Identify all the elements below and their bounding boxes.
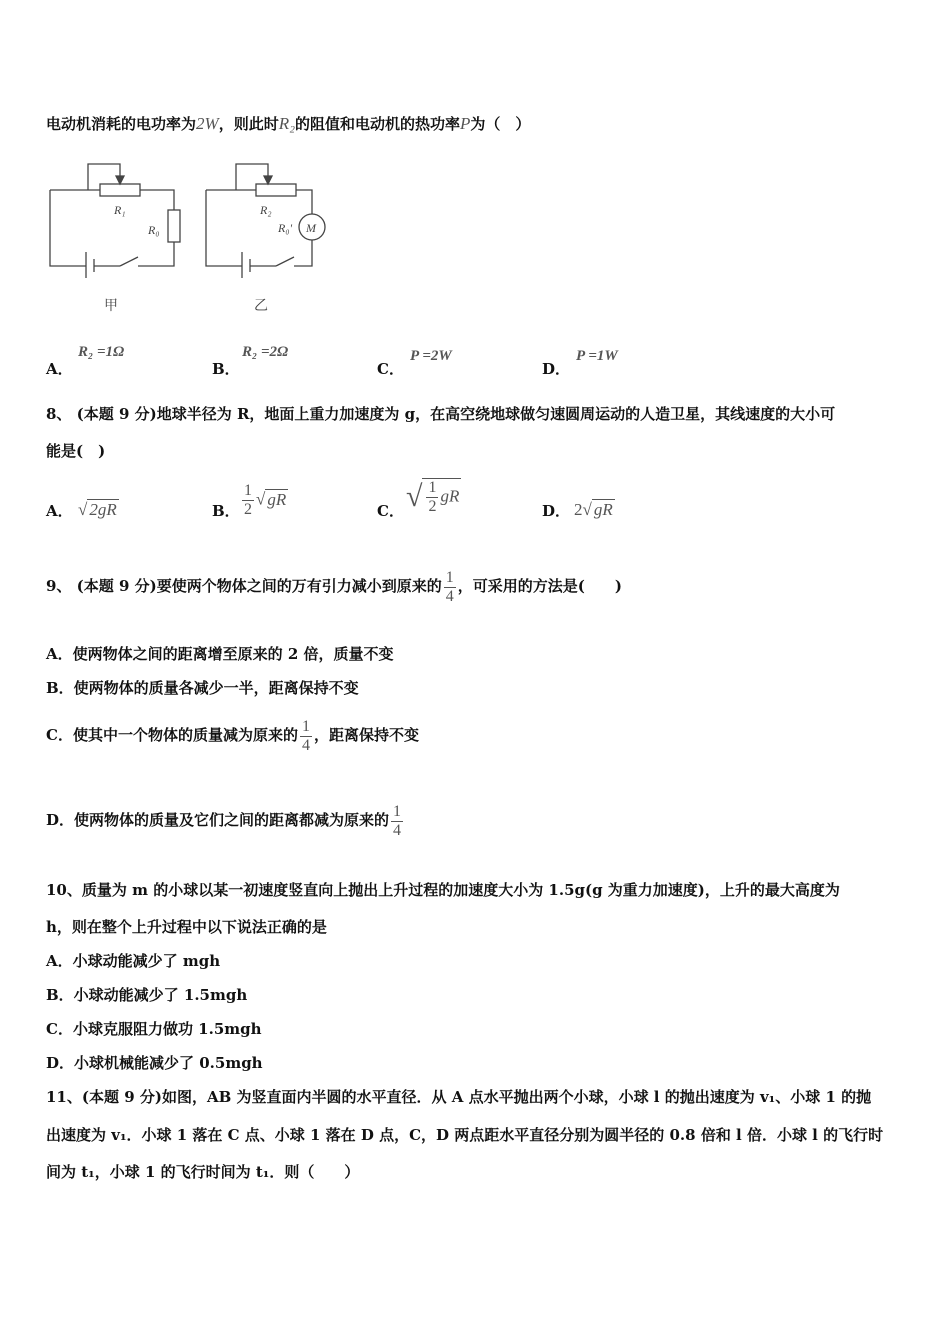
q7-stem-part-a: 电动机消耗的电功率为 xyxy=(46,115,197,133)
option-label: D． xyxy=(542,360,571,378)
coefficient: 2 xyxy=(574,500,583,519)
diagram-r0prime-label: R₀' xyxy=(278,221,293,235)
fraction xyxy=(426,479,438,516)
fraction xyxy=(242,482,254,519)
q11-stem-line1: 11、(本题 9 分)如图，AB 为竖直面内半圆的水平直径．从 A 点水平抛出两个小球，小球 l 的抛出速度为 v₁、小球 1 的抛 xyxy=(46,1088,872,1106)
frac-num: 1 xyxy=(244,482,252,499)
frac-den: 2 xyxy=(244,501,252,518)
q7-option-b[interactable] xyxy=(212,358,240,379)
fraction xyxy=(391,803,403,840)
q10-stem-line2: h，则在整个上升过程中以下说法正确的是 xyxy=(46,918,327,936)
q7-p: P xyxy=(460,114,471,133)
option-label: C． xyxy=(377,502,404,520)
q7-options xyxy=(46,342,906,382)
radicand: gR xyxy=(267,489,287,509)
frac-den: 4 xyxy=(393,821,402,839)
motor-icon: M xyxy=(306,221,316,235)
q8-option-a[interactable] xyxy=(46,500,73,521)
q9-stem-part-b: ，可采用的方法是( ) xyxy=(457,577,622,595)
q7-r2: R₂ xyxy=(278,114,295,133)
diagram-r0-label: R₀ xyxy=(148,223,160,237)
diagram-r1-label: R₁ xyxy=(114,203,126,217)
q7-option-a[interactable] xyxy=(46,358,73,379)
q7-stem-part-d: 为（ ） xyxy=(470,115,531,133)
diagram-caption-right: 乙 xyxy=(254,299,268,314)
q9-option-d-text: D．使两物体的质量及它们之间的距离都减为原来的 xyxy=(46,811,390,829)
q10-stem-line1: 10、质量为 m 的小球以某一初速度竖直向上抛出上升过程的加速度大小为 1.5g(g 为重力加速度)，上升的最大高度为 xyxy=(46,881,840,899)
q7-option-c[interactable] xyxy=(377,358,404,379)
q8-option-c[interactable] xyxy=(377,500,404,521)
q7-stem xyxy=(46,114,530,134)
q9-stem xyxy=(46,566,622,606)
q7-option-d[interactable] xyxy=(542,358,570,379)
q9-option-a[interactable]: A．使两物体之间的距离增至原来的 2 倍，质量不变 xyxy=(46,645,394,663)
option-label: A． xyxy=(46,360,73,378)
q9-option-d[interactable] xyxy=(46,800,405,840)
option-label: C． xyxy=(377,360,404,378)
q7-option-c-value: P =2W xyxy=(410,348,452,364)
q8-stem-line1: 8、 (本题 9 分)地球半径为 R，地面上重力加速度为 g，在高空绕地球做匀速圆周运动的人造卫星，其线速度的大小可 xyxy=(46,405,836,423)
q9-stem-part-a: 9、 (本题 9 分)要使两个物体之间的万有引力减小到原来的 xyxy=(46,577,442,595)
diagram-caption-left: 甲 xyxy=(104,299,118,314)
q7-option-b-value: R₂ =2Ω xyxy=(242,344,289,360)
q10-option-c[interactable]: C．小球克服阻力做功 1.5mgh xyxy=(46,1020,262,1038)
diagram-r2-label: R₂ xyxy=(260,203,272,217)
q7-stem-part-c: 的阻值和电动机的热功率 xyxy=(295,115,461,133)
q11-stem-line3: 间为 t₁，小球 1 的飞行时间为 t₁．则（ ） xyxy=(46,1163,360,1181)
q8-option-c-value: √ $\frac{1}{2}$ gR xyxy=(406,479,460,515)
q9-option-b[interactable]: B．使两物体的质量各减少一半，距离保持不变 xyxy=(46,679,359,697)
q8-option-d[interactable] xyxy=(542,500,570,521)
fraction xyxy=(300,718,312,755)
radicand: gR xyxy=(593,500,613,519)
q7-option-a-value: R₂ =1Ω xyxy=(78,344,125,360)
q8-option-a-value: √ 2gR xyxy=(78,500,117,519)
q10-option-a[interactable]: A．小球动能减少了 mgh xyxy=(46,952,221,970)
q8-stem-line2: 能是( ) xyxy=(46,442,106,460)
q7-power: 2W xyxy=(196,114,219,133)
frac-den: 4 xyxy=(301,736,310,754)
option-label: D． xyxy=(542,502,571,520)
frac-num: 1 xyxy=(301,717,310,735)
q7-option-d-value: P =1W xyxy=(576,348,618,364)
option-label: A． xyxy=(46,502,73,520)
q9-option-c-part-b: ，距离保持不变 xyxy=(313,726,419,744)
q8-option-d-value: 2√ gR xyxy=(574,500,613,519)
frac-num: 1 xyxy=(445,568,454,586)
q10-option-b[interactable]: B．小球动能减少了 1.5mgh xyxy=(46,986,248,1004)
frac-num: 1 xyxy=(428,479,437,496)
option-label: B． xyxy=(212,360,240,378)
fraction xyxy=(444,569,456,606)
q8-option-b[interactable] xyxy=(212,500,240,521)
frac-den: 2 xyxy=(428,498,437,515)
q10-option-d[interactable]: D．小球机械能减少了 0.5mgh xyxy=(46,1054,263,1072)
q11-stem-line2: 出速度为 v₁．小球 1 落在 C 点、小球 1 落在 D 点，C，D 两点距水平直径分别为圆半径的 0.8 倍和 l 倍．小球 l 的飞行时 xyxy=(46,1126,884,1144)
frac-num: 1 xyxy=(393,802,402,820)
radicand: 2gR xyxy=(89,500,117,519)
option-label: B． xyxy=(212,502,240,520)
q9-option-c[interactable] xyxy=(46,715,419,755)
radicand: gR xyxy=(440,486,460,506)
q9-option-c-part-a: C．使其中一个物体的质量减为原来的 xyxy=(46,726,298,744)
q8-option-b-value: $\frac{1}{2}$ √ gR xyxy=(244,482,287,518)
q7-stem-part-b: ，则此时 xyxy=(218,115,279,133)
frac-den: 4 xyxy=(445,587,454,605)
q8-options xyxy=(46,478,906,528)
q7-circuit-diagram xyxy=(40,160,340,320)
